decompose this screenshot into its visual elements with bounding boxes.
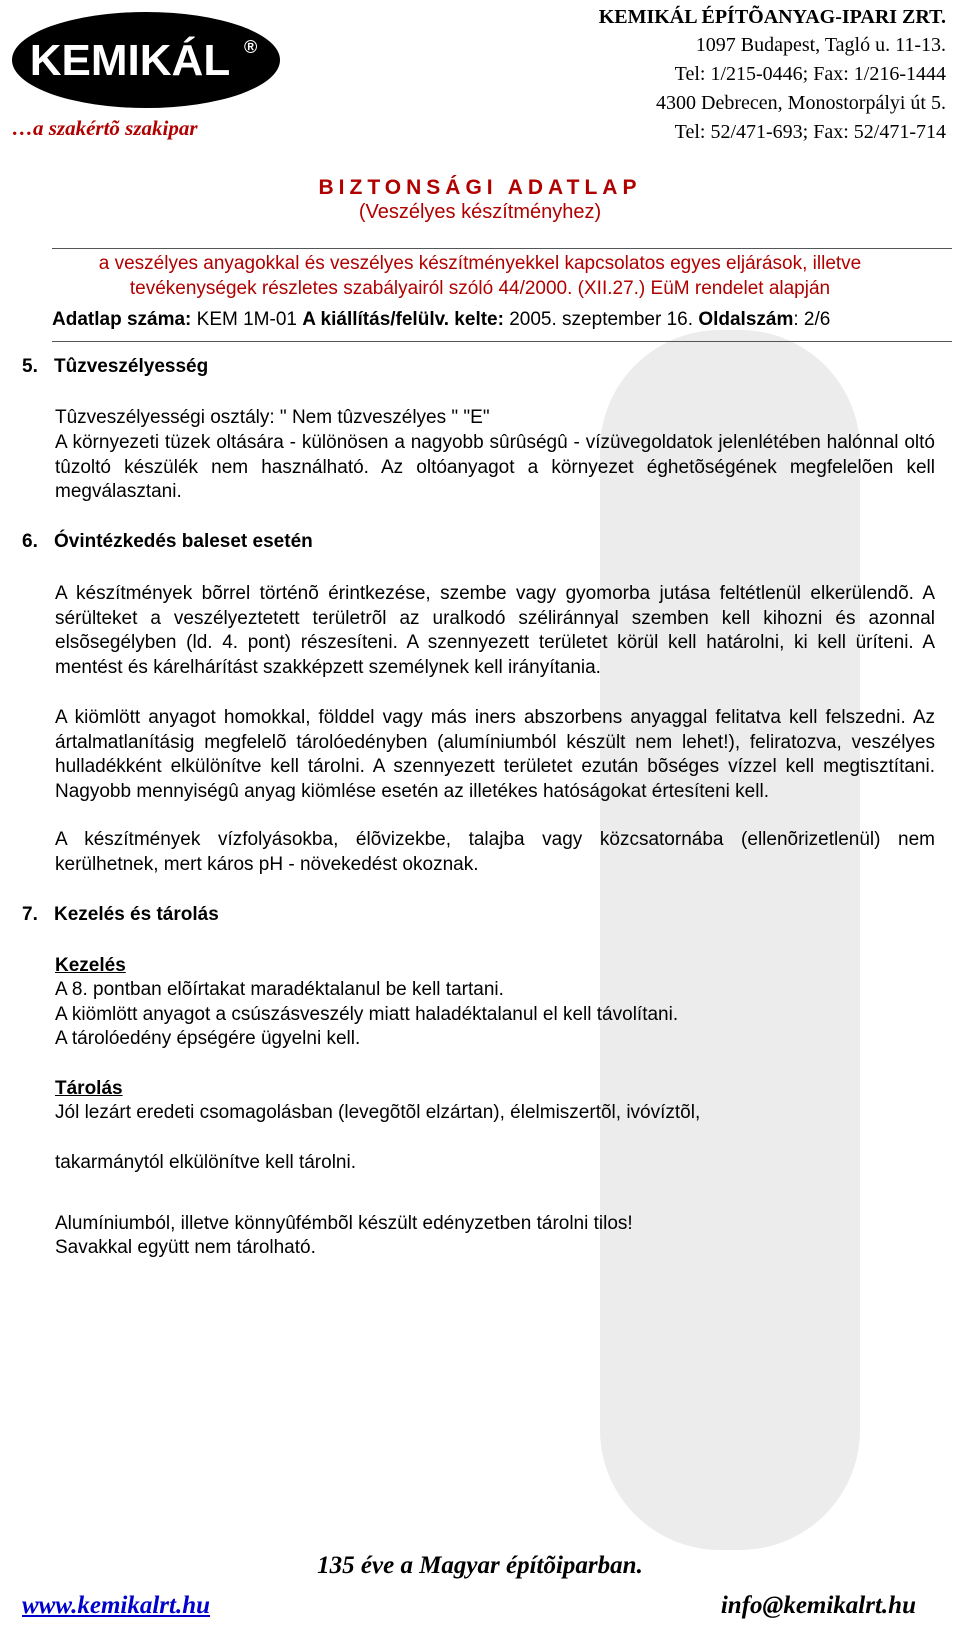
section-6-paragraph-3: A készítmények vízfolyásokba, élõvizekbe, talajba vagy közcsatornába (ellenõrizetlenül) nem kerülhetnek, mert káros pH - növekedést okoznak.: [55, 829, 935, 875]
divider: [52, 248, 952, 249]
company-contact-budapest: Tel: 1/215-0446; Fax: 1/216-1444: [674, 63, 946, 85]
handling-heading: Kezelés: [55, 955, 126, 976]
storage-line-3: Alumíniumból, illetve könnyûfémbõl készült edényzetben tárolni tilos!: [55, 1213, 633, 1234]
sheet-meta: [52, 309, 830, 331]
storage-heading: Tárolás: [55, 1078, 123, 1099]
sheet-number-value: KEM 1M-01: [196, 309, 297, 330]
section-6-paragraph-1: A készítmények bõrrel történõ érintkezése, szembe vagy gyomorba jutása feltétlenül elkerülendõ. A sérülteket a veszélyeztetett területrõl az uralkodó széliránnyal szemben kell kihozni és azonnal elsõsegélyben (ld. 4. pont) részesíteni. A szennyezett területet körül kell határolni, ki kell üríteni. A mentést és kárelhárítást szakképzett személynek kell irányítania.: [55, 583, 935, 678]
contact-email: info@kemikalrt.hu: [720, 1592, 916, 1619]
company-name: KEMIKÁL ÉPÍTÕANYAG-IPARI ZRT.: [598, 6, 946, 28]
section-7-title: Kezelés és tárolás: [54, 904, 219, 925]
divider: [52, 341, 952, 342]
page-number-value: : 2/6: [793, 309, 831, 330]
company-address-budapest: 1097 Budapest, Tagló u. 11-13.: [695, 34, 946, 56]
sheet-number-label: Adatlap száma:: [52, 309, 192, 330]
handling-line-3: A tárolóedény épségére ügyelni kell.: [55, 1028, 361, 1049]
section-5-number: 5.: [22, 356, 38, 377]
issue-date-label: A kiállítás/felülv. kelte:: [302, 309, 504, 330]
section-5-title: Tûzveszélyesség: [54, 356, 209, 377]
issue-date-value: 2005. szeptember 16.: [509, 309, 694, 330]
fire-class-line: Tûzveszélyességi osztály: " Nem tûzveszélyes " "E": [55, 407, 490, 428]
tagline: …a szakértõ szakipar: [12, 116, 198, 140]
page-number-label: Oldalszám: [698, 309, 794, 330]
section-6-number: 6.: [22, 531, 38, 552]
storage-line-4: Savakkal együtt nem tárolható.: [55, 1237, 316, 1258]
company-address-debrecen: 4300 Debrecen, Monostorpályi út 5.: [656, 92, 946, 114]
section-7-heading: [22, 904, 219, 926]
section-5-paragraph: A környezeti tüzek oltására - különösen a nagyobb sûrûségû - vízüvegoldatok jelenlétében halónnal oltó tûzoltó készülék nem használható. Az oltóanyagot a környezet éghetõségének megfelelõen kell megválasztani.: [55, 432, 935, 502]
section-6-heading: [22, 531, 313, 553]
website-link[interactable]: www.kemikalrt.hu: [22, 1592, 211, 1619]
storage-line-2: takarmánytól elkülönítve kell tárolni.: [55, 1152, 356, 1173]
kemikal-logo: [8, 8, 284, 112]
section-6-title: Óvintézkedés baleset esetén: [54, 531, 313, 552]
footer-slogan: 135 éve a Magyar építõiparban.: [317, 1552, 643, 1579]
section-5-heading: [22, 356, 208, 378]
registered-mark: ®: [244, 37, 258, 57]
section-7-number: 7.: [22, 904, 38, 925]
watermark-logo: [560, 330, 900, 1550]
regulation-line-1: a veszélyes anyagokkal és veszélyes készítményekkel kapcsolatos egyes eljárások, illetve: [98, 253, 862, 274]
regulation-line-2: tevékenységek részletes szabályairól szóló 44/2000. (XII.27.) EüM rendelet alapján: [129, 278, 831, 299]
handling-line-2: A kiömlött anyagot a csúszásveszély miatt haladéktalanul el kell távolítani.: [55, 1004, 679, 1025]
logo-text: KEMIKÁL: [29, 36, 231, 85]
storage-line-1: Jól lezárt eredeti csomagolásban (levegõtõl elzártan), élelmiszertõl, ivóvíztõl,: [55, 1102, 701, 1123]
company-contact-debrecen: Tel: 52/471-693; Fax: 52/471-714: [674, 121, 946, 143]
document-subtitle: (Veszélyes készítményhez): [358, 201, 602, 223]
section-6-paragraph-2: A kiömlött anyagot homokkal, földdel vagy más iners abszorbens anyaggal felitatva kell felszedni. Az ártalmatlanításig megfelelõ tárolóedényben (alumíniumból készült nem lehet!), feliratozva, veszélyes hulladékként elkülönítve kell tárolni. A szennyezett területet ezután bõséges vízzel kell megtisztítani. Nagyobb mennyiségû anyag kiömlése esetén az illetékes hatóságokat értesíteni kell.: [55, 707, 935, 802]
handling-line-1: A 8. pontban elõírtakat maradéktalanul be kell tartani.: [55, 979, 504, 1000]
document-title: BIZTONSÁGI ADATLAP: [318, 176, 642, 199]
